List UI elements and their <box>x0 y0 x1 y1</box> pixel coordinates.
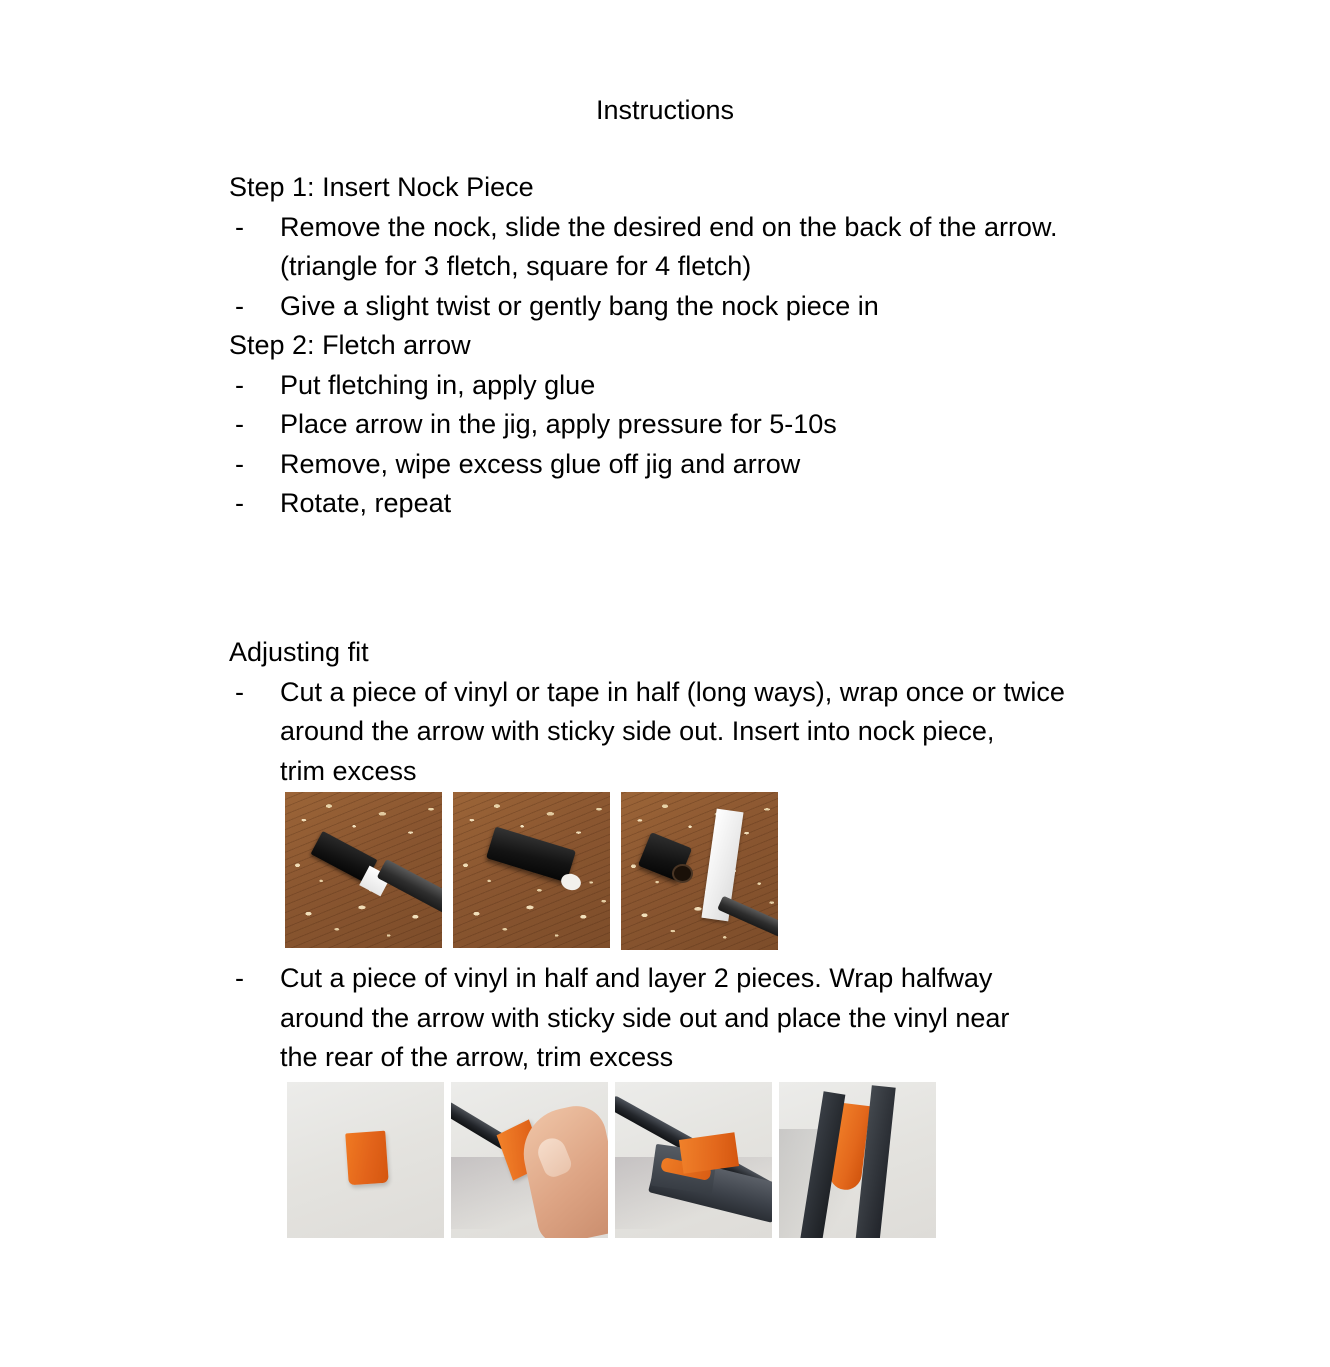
bullet-line: around the arrow with sticky side out. Insert into nock piece, <box>280 716 995 746</box>
instructions-block-adjusting-fit-2 <box>229 959 1239 1078</box>
bullet-marker: - <box>235 409 244 439</box>
bullet-line: Remove, wipe excess glue off jig and arrow <box>280 448 801 479</box>
list-item <box>229 445 1229 485</box>
bullet-line: Place arrow in the jig, apply pressure for 5-10s <box>280 409 837 439</box>
bullet-text <box>280 405 1229 445</box>
section-heading-step-1: Step 1: Insert Nock Piece <box>229 172 534 202</box>
bullet-line: trim excess <box>280 755 417 786</box>
bullet-marker: - <box>235 290 244 321</box>
orange-vinyl-shape <box>345 1131 389 1186</box>
list-item <box>229 405 1229 445</box>
photo-orange-vinyl-piece <box>287 1082 444 1238</box>
photo-vinyl-wrapped-on-shaft <box>451 1082 608 1238</box>
bullet-line: (triangle for 3 fletch, square for 4 fletch) <box>280 251 752 281</box>
photo-arrow-in-jig <box>615 1082 772 1238</box>
arrow-shaft-shape <box>377 859 442 914</box>
bullet-line: Rotate, repeat <box>280 488 452 518</box>
bullet-text <box>280 445 1229 485</box>
bullet-text <box>280 959 1239 1078</box>
bullet-line: Give a slight twist or gently bang the nock piece in <box>280 290 879 321</box>
bullet-text <box>280 208 1229 287</box>
bullet-marker: - <box>235 448 244 479</box>
bullet-marker: - <box>235 676 244 707</box>
list-item <box>229 366 1229 406</box>
page-title: Instructions <box>595 95 735 125</box>
bullet-text <box>280 673 1239 792</box>
nock-piece-shape <box>486 826 576 882</box>
bullet-line: Cut a piece of vinyl or tape in half (long ways), wrap once or twice <box>280 676 1065 707</box>
list-item <box>229 673 1239 792</box>
photo-vinyl-in-jig-slot <box>779 1082 936 1238</box>
bullet-text <box>280 484 1229 524</box>
bullet-line: Cut a piece of vinyl in half and layer 2 pieces. Wrap halfway <box>280 963 993 993</box>
bullet-marker: - <box>235 963 244 993</box>
list-item <box>229 208 1229 287</box>
bullet-marker: - <box>235 369 244 400</box>
photo-row-nock-tape <box>285 792 778 950</box>
bullet-line: the rear of the arrow, trim excess <box>280 1042 674 1072</box>
list-item <box>229 959 1239 1078</box>
photo-nock-with-vinyl-strip <box>621 792 778 950</box>
instructions-block-adjusting-fit <box>229 633 1239 791</box>
list-item <box>229 287 1229 327</box>
bullet-line: Remove the nock, slide the desired end on the back of the arrow. <box>280 211 1058 242</box>
instructions-block-top <box>229 168 1229 524</box>
list-item <box>229 484 1229 524</box>
photo-nock-on-shaft-with-tape <box>285 792 442 948</box>
nock-bore-shape <box>672 864 693 883</box>
bullet-marker: - <box>235 211 244 242</box>
bullet-line: around the arrow with sticky side out and place the vinyl near <box>280 1002 1010 1033</box>
bullet-text <box>280 366 1229 406</box>
section-heading-adjusting-fit: Adjusting fit <box>229 637 369 667</box>
photo-row-vinyl-layering <box>287 1082 936 1238</box>
section-heading-step-2: Step 2: Fletch arrow <box>229 330 471 360</box>
photo-nock-piece-alone <box>453 792 610 948</box>
bullet-text <box>280 287 1229 327</box>
bullet-marker: - <box>235 488 244 518</box>
bullet-line: Put fletching in, apply glue <box>280 369 596 400</box>
